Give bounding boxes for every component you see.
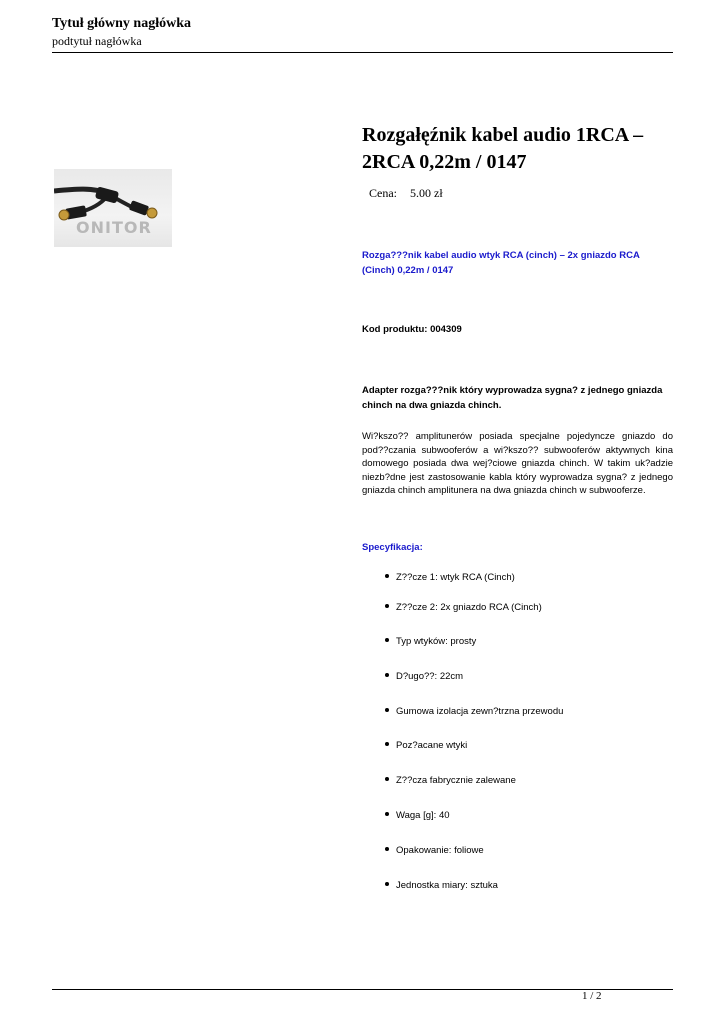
footer-divider <box>52 989 673 990</box>
price-value: 5.00 zł <box>410 186 443 200</box>
list-item <box>385 601 542 614</box>
bullet-icon <box>385 604 389 608</box>
spec-heading: Specyfikacja: <box>362 542 423 553</box>
spec-item-text: Gumowa izolacja zewn?trzna przewodu <box>396 706 564 717</box>
spec-item-text: D?ugo??: 22cm <box>396 671 464 682</box>
list-item <box>385 809 450 822</box>
spec-item-text: Typ wtyków: prosty <box>396 636 477 647</box>
product-intro: Adapter rozga???nik który wyprowadza sygna? z jednego gniazda chinch na dwa gniazda chinch. <box>362 385 663 411</box>
product-title: Rozgałęźnik kabel audio 1RCA – 2RCA 0,22m / 0147 <box>362 124 649 173</box>
spec-item-text: Jednostka miary: sztuka <box>396 880 498 891</box>
bullet-icon <box>385 638 389 642</box>
list-item <box>385 571 515 584</box>
bullet-icon <box>385 847 389 851</box>
header-subtitle: podtytuł nagłówka <box>52 34 142 48</box>
list-item <box>385 670 463 683</box>
bullet-icon <box>385 742 389 746</box>
header-title: Tytuł główny nagłówka <box>52 16 191 31</box>
header-divider <box>52 52 673 53</box>
page-number: 1 / 2 <box>582 990 602 1002</box>
list-item <box>385 705 563 718</box>
spec-item-text: Waga [g]: 40 <box>396 810 450 821</box>
list-item <box>385 879 498 892</box>
product-code: Kod produktu: 004309 <box>362 324 462 335</box>
product-image <box>54 169 172 247</box>
spec-item-text: Z??cze 2: 2x gniazdo RCA (Cinch) <box>396 602 542 613</box>
spec-item-text: Poz?acane wtyki <box>396 740 468 751</box>
bullet-icon <box>385 673 389 677</box>
bullet-icon <box>385 708 389 712</box>
list-item <box>385 739 467 752</box>
list-item <box>385 774 516 787</box>
image-watermark: ONITOR <box>76 218 152 237</box>
bullet-icon <box>385 777 389 781</box>
bullet-icon <box>385 574 389 578</box>
product-subtitle: Rozga???nik kabel audio wtyk RCA (cinch) – 2x gniazdo RCA (Cinch) 0,22m / 0147 <box>362 250 640 276</box>
bullet-icon <box>385 812 389 816</box>
spec-item-text: Z??cza fabrycznie zalewane <box>396 775 516 786</box>
spec-item-text: Z??cze 1: wtyk RCA (Cinch) <box>396 572 515 583</box>
rca-cable-image <box>54 169 172 247</box>
list-item <box>385 635 476 648</box>
price <box>369 186 443 201</box>
bullet-icon <box>385 882 389 886</box>
price-label: Cena: <box>369 186 397 200</box>
product-description: Wi?kszo?? amplitunerów posiada specjalne pojedyncze gniazdo do pod??czania subwooferów a wi?kszo?? subwooferów aktywnych kina domowego posiada dwa wej?ciowe gniazda chinch. W takim uk?adzie niezb?dne jest zastosowanie kabla który wyprowadza sygna? z jednego gniazda chinch amplitunera na dwa gniazda chinch w subwooferze. <box>362 431 673 496</box>
spec-item-text: Opakowanie: foliowe <box>396 845 484 856</box>
list-item <box>385 844 484 857</box>
